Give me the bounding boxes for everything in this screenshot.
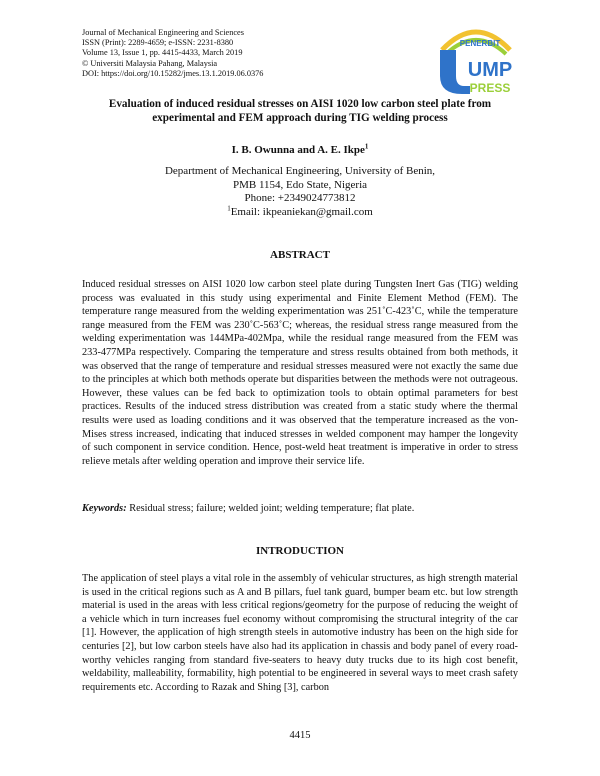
author-superscript: 1 xyxy=(364,142,369,151)
journal-issn: ISSN (Print): 2289-4659; e-ISSN: 2231-8380 xyxy=(82,38,234,48)
email-superscript: 1 xyxy=(227,204,231,213)
affiliation-email: Email: ikpeaniekan@gmail.com xyxy=(230,205,373,218)
journal-copyright: © Universiti Malaysia Pahang, Malaysia xyxy=(82,58,218,68)
ump-press-logo xyxy=(432,20,520,102)
author-names: I. B. Owunna and A. E. Ikpe xyxy=(231,144,365,156)
journal-name: Journal of Mechanical Engineering and Sciences xyxy=(82,28,244,37)
logo-top-text: PENERBIT xyxy=(459,39,501,48)
affiliation-phone: Phone: +2349024773812 xyxy=(244,192,356,205)
logo-u-shape xyxy=(440,50,470,94)
keywords-label: Keywords: xyxy=(82,503,127,514)
abstract-heading: ABSTRACT xyxy=(270,249,330,261)
introduction-text: The application of steel plays a vital role in the assembly of vehicular structures, as high strength material is used in the critical regions such as A and B pillars, fuel tank guard, bumper beam etc. but low strength material is used in the areas with less critical regions/geometry for the purpose of reducing the weight of a vehicle which in turn increases fuel economy without compromising the structural integrity of the car [1]. However, the application of high strength steels in automotive industry has been on the high side for centuries [2], but low carbon steels have also had its application in chassis and body panel of every road-worthy vehicles ranging from standard five-seaters to heavy duty trucks due to its high cost benefit, weldability, malleability, formability, high potential to be engineered in several ways to meet crash safety requirements etc. According to Razak and Shing [3], carbon xyxy=(82,573,518,693)
affiliation-address: PMB 1154, Edo State, Nigeria xyxy=(232,178,368,191)
logo-bottom-text: PRESS xyxy=(469,81,511,95)
logo-main-text: UMP xyxy=(467,59,513,81)
page-number: 4415 xyxy=(289,730,311,741)
paper-title: Evaluation of induced residual stresses on AISI 1020 low carbon steel plate from experimental and FEM approach during TIG welding process xyxy=(108,98,492,124)
affiliation-department: Department of Mechanical Engineering, University of Benin, xyxy=(164,165,436,177)
keywords-text: Residual stress; failure; welded joint; welding temperature; flat plate. xyxy=(129,503,415,514)
keywords-line xyxy=(82,503,518,514)
abstract-text: Induced residual stresses on AISI 1020 low carbon steel plate during Tungsten Inert Gas (TIG) welding process was evaluated in this study using experimental and Finite Element Method (FEM). The temperature range measured from the welding experimentation was 251˚C-423˚C, while the temperature range measured from the FEM was 230˚C-563˚C; whereas, the residual stress range measured from the welding experimentation was 144MPa-402Mpa, while the residual range measured from the FEM was 233-477MPa respectively. Comparing the temperature and stress results obtained from both methods, it was observed that the range of temperature and residual stresses measured were not exactly the same due to the principles at which both methods operate but disparities between the methods were not outrageous. However, these values can be fed back to optimization tools to obtain optimal parameters for best practices. Results of the induced stress distribution was created from a static study where the thermal results were used as loading conditions and it was observed that the temperature increased as the von-Mises stress increased, indicating that induced stresses in welded component may hamper the longevity of such component in service condition. Hence, post-weld heat treatment is imperative in order to stress relieve metals after welding operation and improve their service life. xyxy=(82,279,518,467)
journal-doi: DOI: https://doi.org/10.15282/jmes.13.1.2019.06.0376 xyxy=(82,68,264,78)
affiliation-block xyxy=(82,165,518,219)
affiliation-email-line xyxy=(82,206,518,220)
journal-header xyxy=(82,28,263,79)
introduction-heading: INTRODUCTION xyxy=(255,545,344,557)
author-line xyxy=(82,144,518,156)
journal-volume: Volume 13, Issue 1, pp. 4415-4433, March 2019 xyxy=(82,48,243,58)
